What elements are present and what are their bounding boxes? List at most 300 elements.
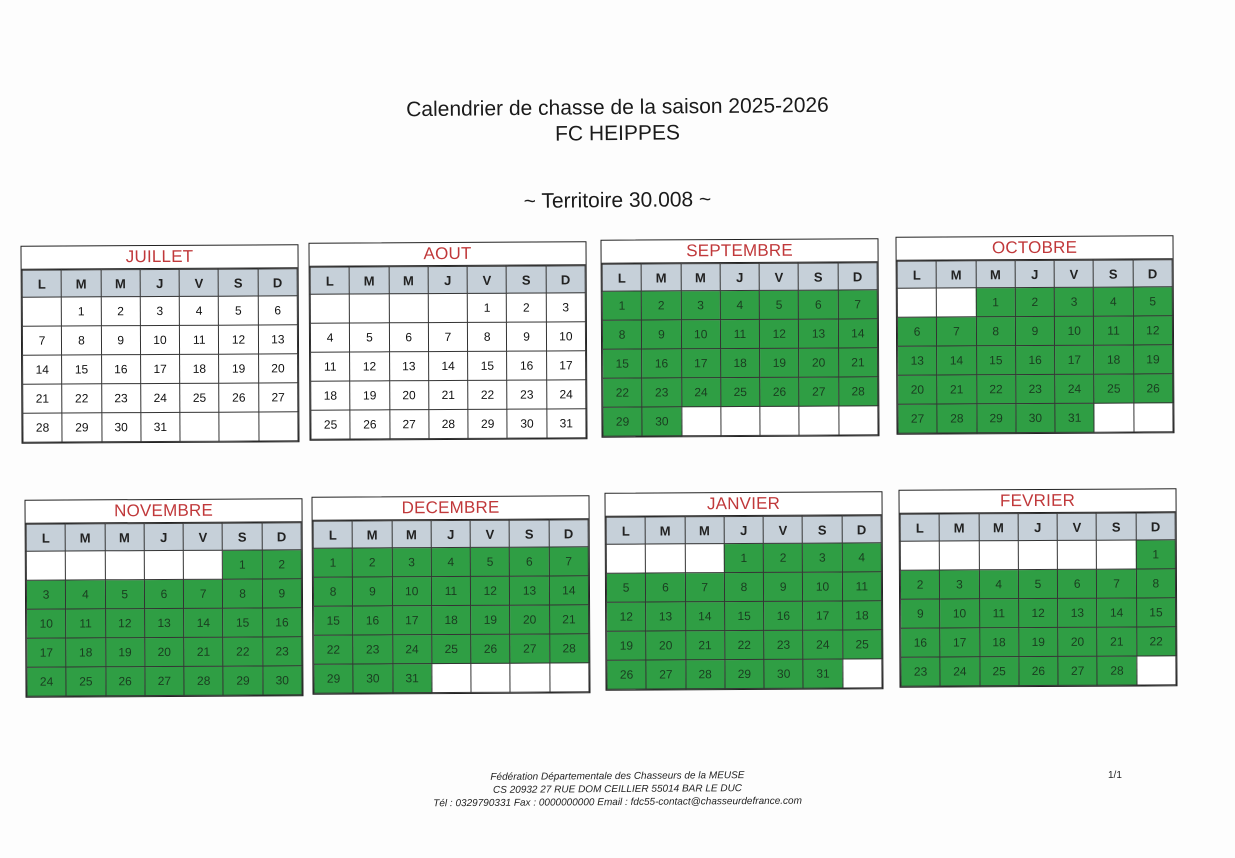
day-cell: 26: [350, 410, 389, 439]
day-cell: 19: [1019, 627, 1058, 656]
day-cell: 27: [898, 404, 937, 433]
weekday-header: V: [470, 520, 509, 547]
empty-cell: [685, 544, 724, 573]
day-cell: 27: [145, 666, 184, 695]
day-cell: 23: [901, 657, 940, 686]
weekday-header: D: [842, 516, 881, 543]
weekday-header: L: [313, 521, 352, 548]
empty-cell: [1097, 540, 1136, 569]
day-cell: 22: [314, 635, 353, 664]
day-cell: 9: [101, 326, 140, 355]
day-cell: 11: [842, 572, 881, 601]
empty-cell: [105, 551, 144, 580]
day-cell: 7: [184, 579, 223, 608]
day-cell: 12: [607, 602, 646, 631]
day-cell: 19: [471, 605, 510, 634]
day-cell: 4: [720, 290, 759, 319]
day-cell: 29: [976, 404, 1015, 433]
day-cell: 20: [646, 631, 685, 660]
empty-cell: [646, 544, 685, 573]
empty-cell: [721, 406, 760, 435]
empty-cell: [839, 406, 878, 435]
day-cell: 13: [898, 346, 937, 375]
day-cell: 25: [432, 634, 471, 663]
weekday-header: V: [467, 266, 506, 293]
day-cell: 14: [838, 319, 877, 348]
day-cell: 28: [184, 666, 223, 695]
day-cell: 24: [1055, 374, 1094, 403]
empty-cell: [1057, 540, 1096, 569]
month-name: AOUT: [309, 242, 585, 266]
empty-cell: [1137, 656, 1176, 685]
empty-cell: [1094, 403, 1133, 432]
day-cell: 5: [1133, 287, 1172, 316]
day-cell: 23: [507, 380, 546, 409]
weekday-header: J: [1015, 260, 1054, 287]
day-cell: 2: [642, 291, 681, 320]
day-cell: 16: [1015, 345, 1054, 374]
day-cell: 6: [144, 579, 183, 608]
day-cell: 14: [1097, 598, 1136, 627]
day-cell: 21: [549, 605, 588, 634]
weekday-header: L: [602, 264, 641, 291]
day-cell: 17: [803, 601, 842, 630]
day-cell: 6: [389, 323, 428, 352]
day-cell: 9: [262, 579, 301, 608]
day-cell: 11: [311, 352, 350, 381]
day-cell: 22: [468, 380, 507, 409]
day-cell: 1: [62, 297, 101, 326]
day-cell: 18: [720, 348, 759, 377]
day-cell: 2: [101, 297, 140, 326]
day-cell: 13: [799, 319, 838, 348]
day-cell: 13: [389, 352, 428, 381]
day-cell: 29: [468, 409, 507, 438]
weekday-header: D: [838, 263, 877, 290]
day-cell: 28: [1097, 656, 1136, 685]
day-cell: 7: [428, 322, 467, 351]
day-cell: 5: [219, 296, 258, 325]
day-cell: 21: [937, 375, 976, 404]
day-cell: 12: [105, 609, 144, 638]
empty-cell: [1134, 403, 1173, 432]
territory-label: ~ Territoire 30.008 ~: [523, 188, 712, 213]
day-cell: 13: [1058, 598, 1097, 627]
day-cell: 2: [900, 570, 939, 599]
day-cell: 26: [1133, 374, 1172, 403]
day-cell: 12: [219, 325, 258, 354]
day-cell: 4: [66, 580, 105, 609]
weekday-header: V: [179, 269, 218, 296]
day-cell: 12: [760, 319, 799, 348]
day-cell: 18: [66, 638, 105, 667]
day-cell: 31: [1055, 403, 1094, 432]
day-cell: 15: [314, 606, 353, 635]
weekday-header: M: [389, 267, 428, 294]
empty-cell: [350, 294, 389, 323]
page-subtitle: FC HEIPPES: [554, 121, 681, 146]
day-cell: 14: [549, 576, 588, 605]
weekday-header: L: [26, 524, 65, 551]
weekday-header: M: [101, 270, 140, 297]
weekday-header: S: [803, 516, 842, 543]
day-cell: 27: [389, 410, 428, 439]
day-cell: 24: [141, 383, 180, 412]
day-cell: 5: [350, 323, 389, 352]
weekday-header: J: [724, 516, 763, 543]
weekday-header: M: [65, 524, 104, 551]
empty-cell: [428, 293, 467, 322]
day-cell: 26: [607, 660, 646, 689]
empty-cell: [26, 551, 65, 580]
weekday-header: J: [428, 266, 467, 293]
day-cell: 19: [1133, 345, 1172, 374]
weekday-header: L: [606, 517, 645, 544]
day-cell: 27: [258, 383, 297, 412]
day-cell: 14: [937, 346, 976, 375]
day-cell: 6: [510, 547, 549, 576]
weekday-header: D: [262, 523, 301, 550]
empty-cell: [389, 294, 428, 323]
day-cell: 18: [1094, 345, 1133, 374]
day-cell: 13: [510, 576, 549, 605]
day-cell: 5: [759, 290, 798, 319]
empty-cell: [606, 544, 645, 573]
day-cell: 14: [23, 355, 62, 384]
day-cell: 30: [101, 413, 140, 442]
weekday-header: M: [685, 517, 724, 544]
weekday-header: M: [641, 264, 680, 291]
day-cell: 1: [313, 548, 352, 577]
day-cell: 7: [937, 317, 976, 346]
day-cell: 18: [842, 601, 881, 630]
weekday-header: V: [183, 523, 222, 550]
day-cell: 23: [764, 630, 803, 659]
day-cell: 13: [258, 325, 297, 354]
weekday-header: L: [900, 514, 939, 541]
empty-cell: [937, 288, 976, 317]
day-cell: 11: [180, 325, 219, 354]
weekday-header: M: [392, 521, 431, 548]
day-cell: 9: [764, 572, 803, 601]
day-cell: 20: [389, 381, 428, 410]
day-cell: 26: [1019, 656, 1058, 685]
weekday-header: D: [258, 269, 297, 296]
month-calendar: [24, 498, 303, 697]
weekday-header: M: [976, 261, 1015, 288]
empty-cell: [681, 407, 720, 436]
month-calendar: [20, 244, 299, 443]
day-cell: 24: [546, 380, 585, 409]
day-cell: 25: [66, 667, 105, 696]
day-cell: 18: [431, 605, 470, 634]
day-cell: 1: [724, 543, 763, 572]
weekday-header: S: [219, 269, 258, 296]
day-cell: 20: [510, 605, 549, 634]
day-cell: 8: [976, 317, 1015, 346]
day-cell: 28: [23, 413, 62, 442]
empty-cell: [22, 297, 61, 326]
day-cell: 16: [353, 606, 392, 635]
day-cell: 10: [1055, 316, 1094, 345]
day-cell: 17: [392, 606, 431, 635]
day-cell: 24: [940, 657, 979, 686]
weekday-header: V: [1054, 260, 1093, 287]
weekday-header: L: [897, 261, 936, 288]
day-cell: 22: [725, 630, 764, 659]
month-name: JANVIER: [605, 492, 881, 516]
day-cell: 23: [353, 635, 392, 664]
weekday-header: S: [1097, 513, 1136, 540]
day-cell: 13: [646, 602, 685, 631]
weekday-header: M: [352, 521, 391, 548]
day-cell: 22: [223, 637, 262, 666]
footer: [0, 766, 1235, 814]
empty-cell: [259, 412, 298, 441]
month-calendar: [604, 491, 883, 690]
weekday-header: M: [645, 517, 684, 544]
day-cell: 2: [262, 550, 301, 579]
day-cell: 26: [105, 667, 144, 696]
page-number: 1/1: [1108, 770, 1122, 781]
day-cell: 6: [258, 296, 297, 325]
day-cell: 4: [1094, 287, 1133, 316]
day-cell: 15: [1136, 598, 1175, 627]
day-cell: 27: [510, 634, 549, 663]
day-cell: 9: [353, 577, 392, 606]
day-cell: 5: [470, 547, 509, 576]
day-cell: 11: [66, 609, 105, 638]
day-cell: 2: [1015, 287, 1054, 316]
empty-cell: [510, 663, 549, 692]
day-cell: 8: [62, 326, 101, 355]
day-cell: 12: [1133, 316, 1172, 345]
day-cell: 27: [799, 377, 838, 406]
day-cell: 4: [179, 296, 218, 325]
empty-cell: [550, 663, 589, 692]
day-cell: 3: [140, 296, 179, 325]
day-cell: 17: [1055, 345, 1094, 374]
empty-cell: [219, 412, 258, 441]
day-cell: 23: [642, 378, 681, 407]
day-cell: 15: [603, 349, 642, 378]
weekday-header: D: [1133, 260, 1172, 287]
day-cell: 13: [144, 608, 183, 637]
day-cell: 8: [313, 577, 352, 606]
day-cell: 27: [1058, 656, 1097, 685]
day-cell: 31: [141, 412, 180, 441]
day-cell: 18: [311, 381, 350, 410]
day-cell: 31: [547, 409, 586, 438]
day-cell: 30: [263, 666, 302, 695]
month-name: DECEMBRE: [312, 496, 588, 520]
day-cell: 28: [685, 660, 724, 689]
day-cell: 6: [1058, 569, 1097, 598]
month-calendar: [311, 495, 590, 694]
day-cell: 5: [606, 573, 645, 602]
day-cell: 7: [685, 573, 724, 602]
day-cell: 28: [429, 409, 468, 438]
day-cell: 12: [1018, 598, 1057, 627]
day-cell: 9: [901, 599, 940, 628]
day-cell: 18: [180, 354, 219, 383]
empty-cell: [900, 541, 939, 570]
empty-cell: [1018, 540, 1057, 569]
empty-cell: [144, 550, 183, 579]
empty-cell: [940, 541, 979, 570]
day-cell: 12: [350, 352, 389, 381]
empty-cell: [471, 663, 510, 692]
weekday-header: L: [22, 270, 61, 297]
day-cell: 26: [471, 634, 510, 663]
month-name: JUILLET: [21, 245, 297, 269]
month-name: OCTOBRE: [896, 236, 1172, 260]
day-cell: 14: [428, 351, 467, 380]
day-cell: 29: [62, 413, 101, 442]
day-cell: 2: [507, 293, 546, 322]
day-cell: 18: [979, 628, 1018, 657]
day-cell: 28: [838, 377, 877, 406]
weekday-header: V: [759, 263, 798, 290]
day-cell: 25: [842, 630, 881, 659]
day-cell: 30: [1016, 403, 1055, 432]
empty-cell: [760, 406, 799, 435]
day-cell: 1: [1136, 540, 1175, 569]
day-cell: 24: [803, 630, 842, 659]
weekday-header: M: [61, 270, 100, 297]
day-cell: 16: [642, 349, 681, 378]
empty-cell: [897, 288, 936, 317]
day-cell: 29: [314, 664, 353, 693]
weekday-header: M: [349, 267, 388, 294]
day-cell: 19: [105, 638, 144, 667]
empty-cell: [979, 541, 1018, 570]
day-cell: 7: [22, 326, 61, 355]
day-cell: 14: [184, 608, 223, 637]
footer-contact: Tél : 0329790331 Fax : 0000000000 Email : fdc55-contact@chasseurdefrance.com: [433, 795, 802, 810]
day-cell: 31: [392, 664, 431, 693]
day-cell: 23: [262, 637, 301, 666]
day-cell: 8: [1136, 569, 1175, 598]
day-cell: 21: [685, 631, 724, 660]
day-cell: 29: [725, 659, 764, 688]
day-cell: 22: [62, 384, 101, 413]
day-cell: 7: [1097, 569, 1136, 598]
day-cell: 30: [507, 409, 546, 438]
day-cell: 7: [838, 290, 877, 319]
day-cell: 10: [940, 599, 979, 628]
day-cell: 16: [507, 351, 546, 380]
day-cell: 22: [976, 375, 1015, 404]
day-cell: 15: [62, 355, 101, 384]
day-cell: 16: [101, 355, 140, 384]
day-cell: 8: [223, 579, 262, 608]
empty-cell: [310, 294, 349, 323]
day-cell: 30: [764, 659, 803, 688]
weekday-header: S: [799, 263, 838, 290]
empty-cell: [180, 412, 219, 441]
weekday-header: J: [720, 263, 759, 290]
day-cell: 9: [1015, 316, 1054, 345]
month-calendar: [898, 488, 1177, 687]
day-cell: 15: [976, 346, 1015, 375]
day-cell: 3: [803, 543, 842, 572]
day-cell: 17: [27, 638, 66, 667]
day-cell: 25: [180, 383, 219, 412]
day-cell: 30: [353, 664, 392, 693]
month-name: SEPTEMBRE: [601, 239, 877, 263]
weekday-header: D: [1136, 513, 1175, 540]
day-cell: 24: [27, 667, 66, 696]
day-cell: 3: [546, 293, 585, 322]
empty-cell: [66, 551, 105, 580]
day-cell: 29: [223, 666, 262, 695]
day-cell: 11: [979, 599, 1018, 628]
day-cell: 8: [468, 322, 507, 351]
day-cell: 12: [471, 576, 510, 605]
weekday-header: D: [549, 520, 588, 547]
day-cell: 5: [105, 580, 144, 609]
day-cell: 21: [23, 384, 62, 413]
weekday-header: V: [763, 516, 802, 543]
day-cell: 14: [685, 602, 724, 631]
day-cell: 20: [258, 354, 297, 383]
day-cell: 21: [838, 348, 877, 377]
weekday-header: V: [1057, 513, 1096, 540]
day-cell: 10: [27, 609, 66, 638]
day-cell: 15: [724, 601, 763, 630]
weekday-header: J: [144, 523, 183, 550]
weekday-header: J: [431, 520, 470, 547]
day-cell: 3: [26, 580, 65, 609]
day-cell: 20: [145, 637, 184, 666]
day-cell: 20: [799, 348, 838, 377]
weekday-header: M: [979, 514, 1018, 541]
day-cell: 3: [940, 570, 979, 599]
day-cell: 6: [799, 290, 838, 319]
day-cell: 10: [140, 325, 179, 354]
day-cell: 23: [1016, 374, 1055, 403]
day-cell: 20: [1058, 627, 1097, 656]
day-cell: 10: [392, 577, 431, 606]
weekday-header: S: [510, 520, 549, 547]
day-cell: 1: [467, 293, 506, 322]
empty-cell: [843, 659, 882, 688]
month-calendar: [308, 241, 587, 440]
day-cell: 9: [507, 322, 546, 351]
weekday-header: L: [310, 267, 349, 294]
day-cell: 20: [898, 375, 937, 404]
day-cell: 24: [392, 635, 431, 664]
day-cell: 25: [311, 410, 350, 439]
day-cell: 11: [1094, 316, 1133, 345]
day-cell: 10: [681, 320, 720, 349]
day-cell: 6: [646, 573, 685, 602]
month-name: FEVRIER: [899, 489, 1175, 513]
day-cell: 7: [549, 547, 588, 576]
day-cell: 4: [979, 570, 1018, 599]
day-cell: 3: [392, 548, 431, 577]
day-cell: 26: [219, 383, 258, 412]
day-cell: 26: [760, 377, 799, 406]
weekday-header: M: [939, 514, 978, 541]
day-cell: 1: [976, 288, 1015, 317]
weekday-header: S: [1094, 260, 1133, 287]
empty-cell: [183, 550, 222, 579]
weekday-header: M: [105, 524, 144, 551]
day-cell: 16: [764, 601, 803, 630]
day-cell: 9: [642, 320, 681, 349]
